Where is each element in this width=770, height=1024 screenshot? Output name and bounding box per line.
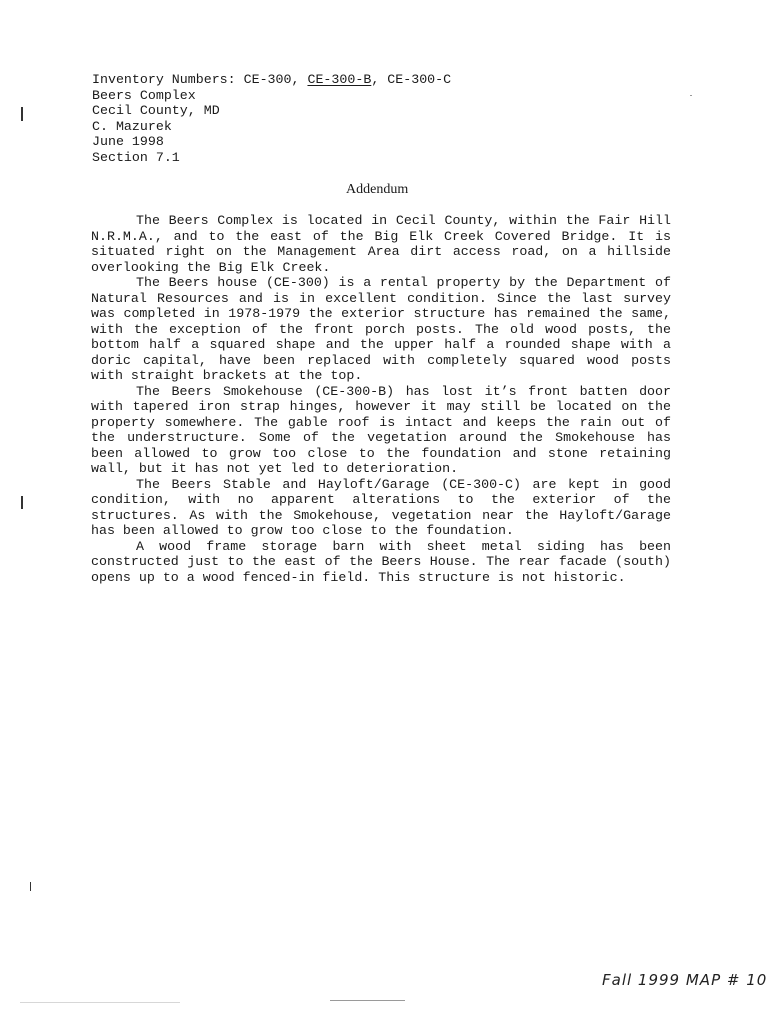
section-line: Section 7.1 (92, 149, 180, 165)
document-header (92, 72, 451, 165)
inventory-number-1: CE-300 (243, 72, 292, 87)
scan-mark (21, 107, 23, 121)
handwritten-note: Fall 1999 MAP # 10 (602, 971, 768, 989)
document-body (91, 213, 671, 585)
scan-mark (21, 496, 23, 509)
scan-speck (690, 95, 692, 96)
paragraph-beers-house: The Beers house (CE-300) is a rental property by the Department of Natural Resources and is in excellent condition. Since the last survey was completed in 1978-1979 the exterior structure has remained the same, with the exception of the front porch posts. The old wood posts, the bottom half a squared shape and the upper half a rounded shape with a doric capital, have been replaced with completely squared wood posts with straight brackets at the top. (91, 275, 671, 383)
property-name: Beers Complex (92, 87, 196, 103)
paragraph-storage-barn: A wood frame storage barn with sheet metal siding has been constructed just to the east of the Beers House. The rear facade (south) opens up to a wood fenced-in field. This structure is not historic. (91, 538, 671, 585)
paragraph-location: The Beers Complex is located in Cecil County, within the Fair Hill N.R.M.A., and to the east of the Big Elk Creek Covered Bridge. It is situated right on the Management Area dirt access road, on a hillside overlooking the Big Elk Creek. (91, 213, 671, 275)
addendum-title: Addendum (346, 182, 409, 197)
paragraph-stable-hayloft: The Beers Stable and Hayloft/Garage (CE-300-C) are kept in good condition, with no apparent alterations to the exterior of the structures. As with the Smokehouse, vegetation near the Hayloft/Garage has been allowed to grow too close to the foundation. (91, 476, 671, 538)
author-line: C. Mazurek (92, 118, 172, 134)
paragraph-smokehouse: The Beers Smokehouse (CE-300-B) has lost it’s front batten door with tapered iron strap hinges, however it may still be located on the property somewhere. The gable roof is intact and keeps the rain out of the understructure. Some of the vegetation around the Smokehouse has been allowed to grow too close to the foundation and stone retaining wall, but it has not yet led to deterioration. (91, 383, 671, 476)
county-line: Cecil County, MD (92, 103, 220, 118)
inventory-number-3: CE-300-C (387, 72, 452, 87)
inventory-number-2: CE-300-B (307, 72, 372, 87)
scan-speck (20, 1002, 180, 1003)
date-line: June 1998 (92, 134, 164, 149)
scan-mark (30, 882, 31, 891)
inventory-label: Inventory Numbers: (92, 72, 244, 87)
scan-speck (330, 1000, 405, 1001)
inventory-numbers-line: Inventory Numbers: CE-300, CE-300-B, CE-300-C (92, 72, 452, 87)
